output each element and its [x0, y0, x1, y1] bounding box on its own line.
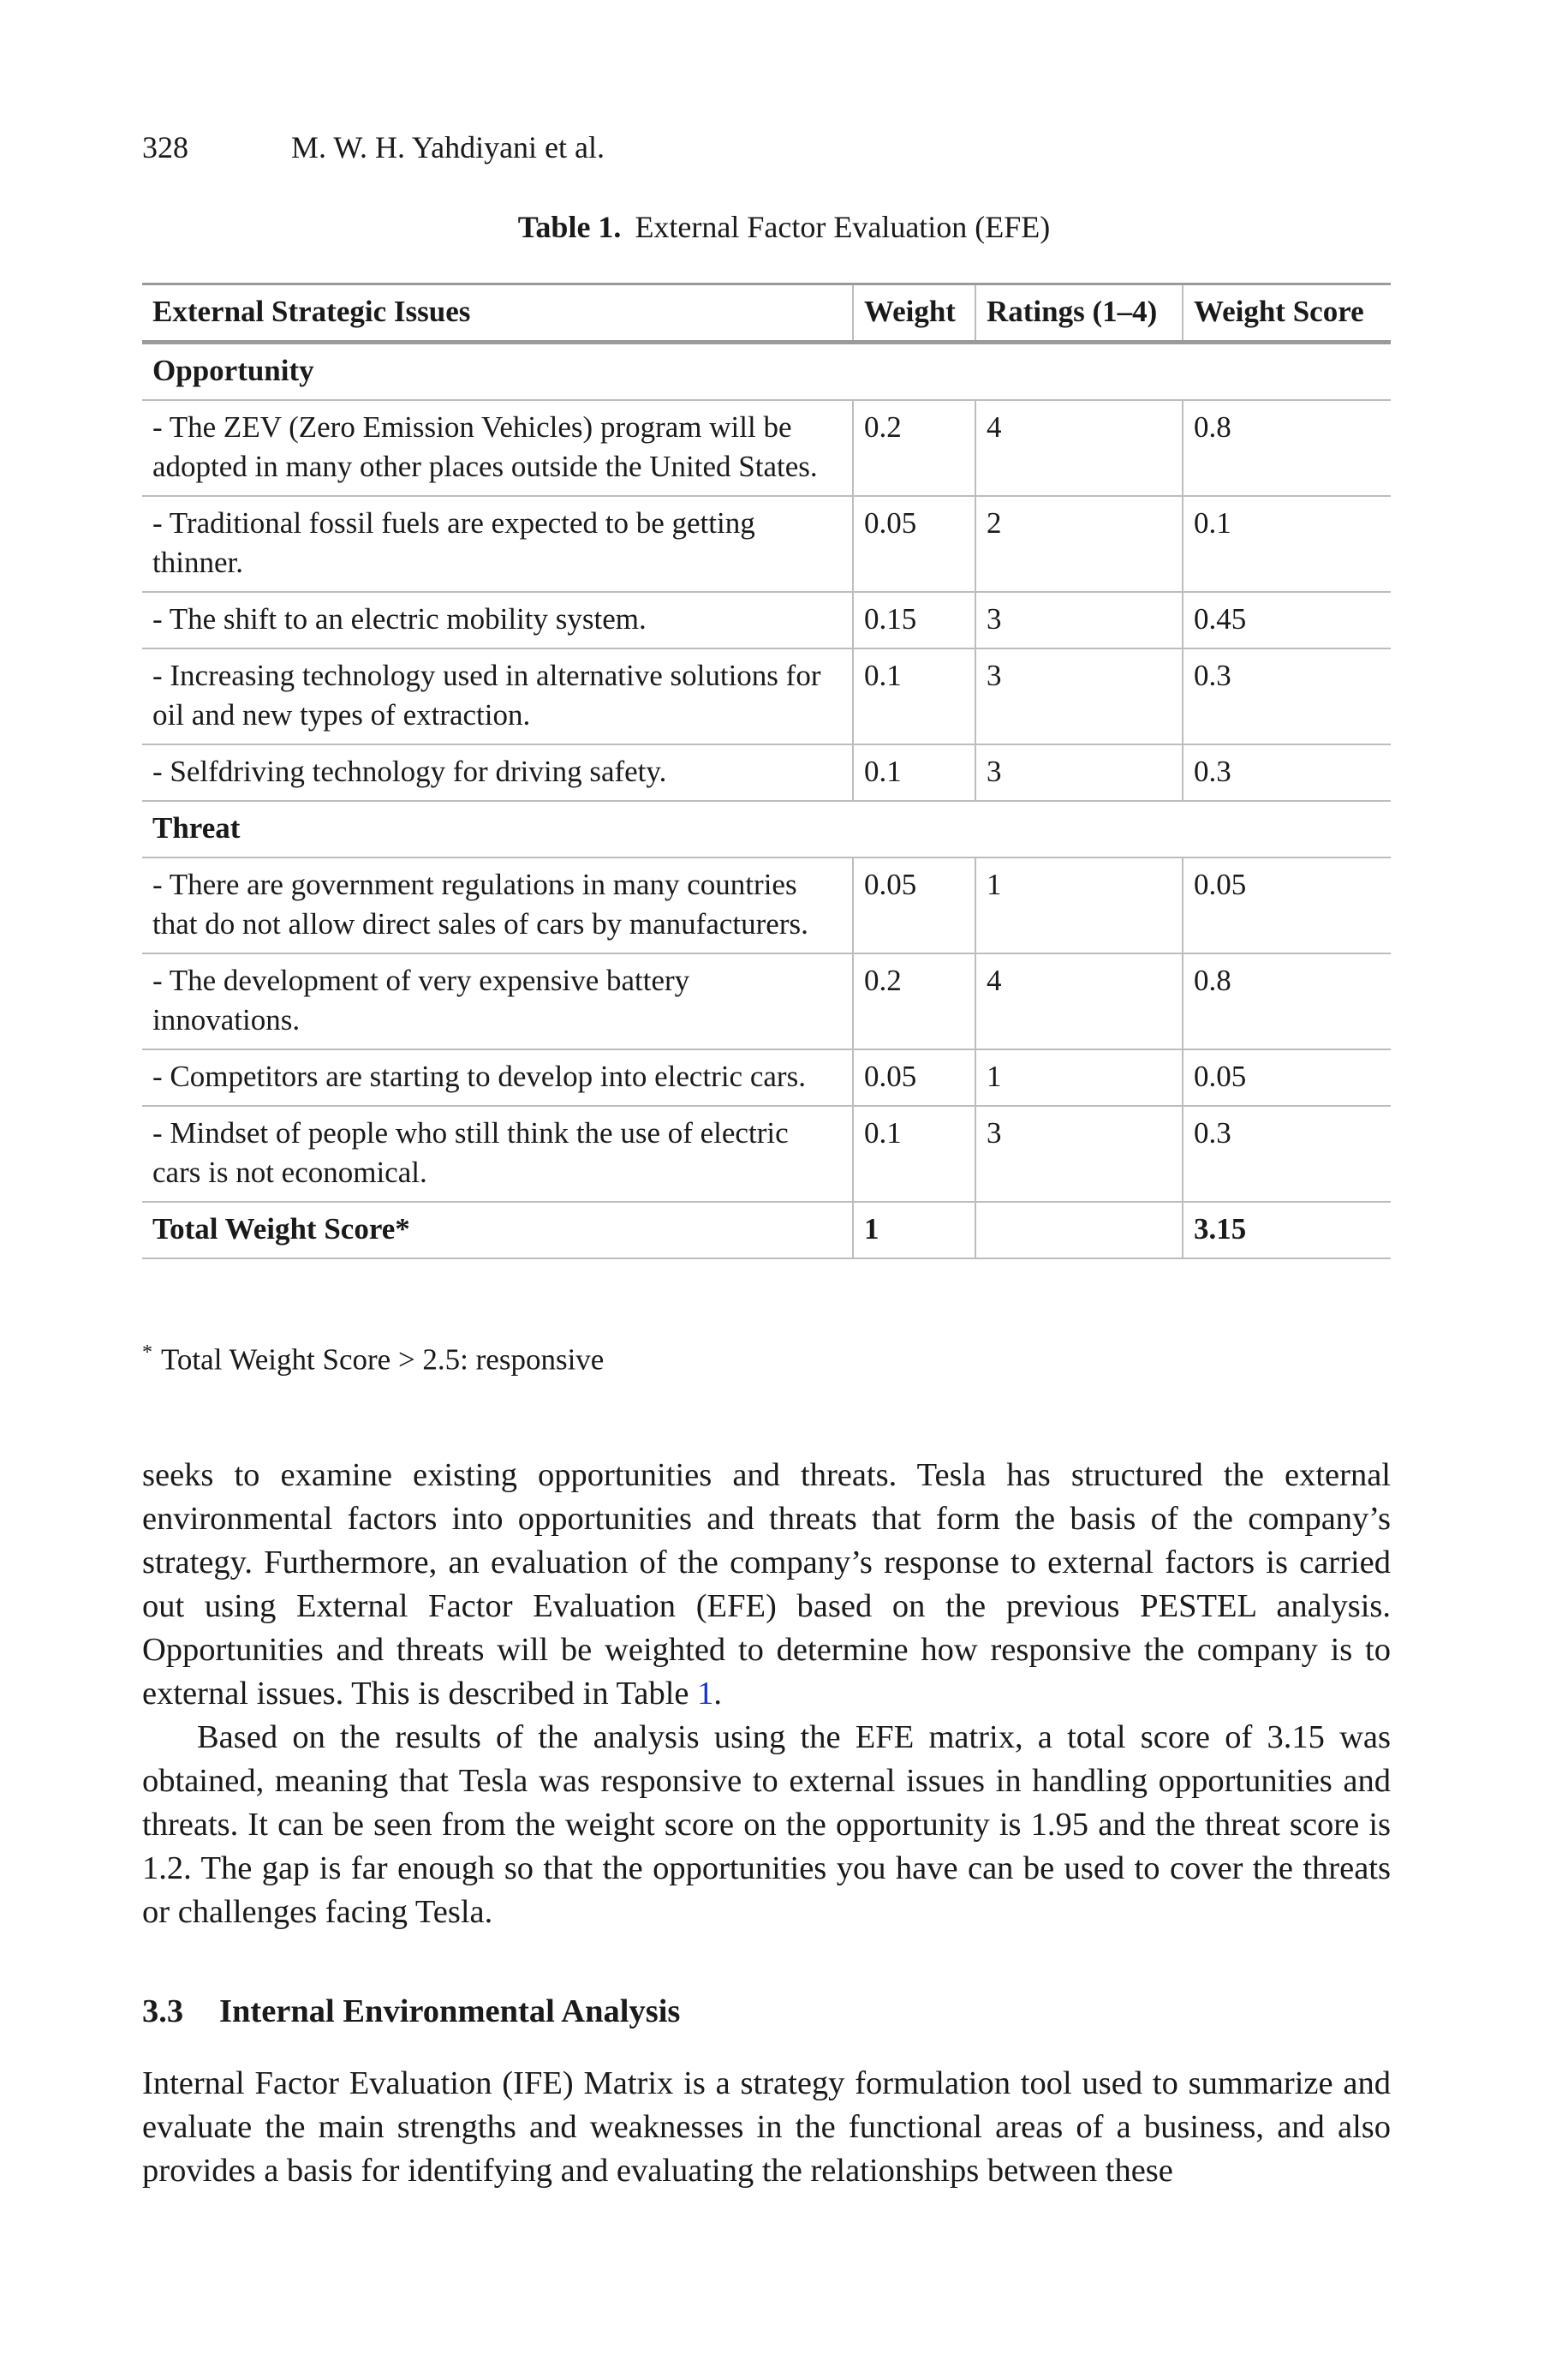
- weight-cell: 0.05: [853, 857, 975, 953]
- paragraph-text: Internal Factor Evaluation (IFE) Matrix is a strategy formulation tool used to summarize and evaluate the main strengths and weaknesses in the functional areas of a business, and also provides a basis for identifying and evaluating the relationships between these: [142, 2065, 1391, 2189]
- column-header-ratings: Ratings (1–4): [975, 284, 1183, 343]
- footnote-mark: *: [142, 1341, 152, 1364]
- table-header-row: [142, 284, 1391, 343]
- rating-cell: 1: [975, 1049, 1183, 1106]
- weight-cell: 0.05: [853, 1049, 975, 1106]
- issue-cell: - The ZEV (Zero Emission Vehicles) program will be adopted in many other places outside the United States.: [142, 400, 853, 496]
- table-row: [142, 1049, 1391, 1106]
- page-number: 328: [142, 130, 188, 164]
- rating-cell: 1: [975, 857, 1183, 953]
- issue-cell: - The shift to an electric mobility system.: [142, 592, 853, 648]
- section-title: Internal Environmental Analysis: [219, 1993, 681, 2029]
- weight-cell: 0.1: [853, 744, 975, 801]
- issue-cell: - Increasing technology used in alternative solutions for oil and new types of extraction.: [142, 648, 853, 744]
- section-row-opportunity: [142, 343, 1391, 401]
- table-row: [142, 857, 1391, 953]
- weight-cell: 0.1: [853, 648, 975, 744]
- score-cell: 0.05: [1183, 1049, 1391, 1106]
- rating-cell: 3: [975, 648, 1183, 744]
- score-cell: 0.8: [1183, 953, 1391, 1049]
- issue-cell: - Competitors are starting to develop into electric cars.: [142, 1049, 853, 1106]
- weight-cell: 0.1: [853, 1106, 975, 1202]
- section-heading: [142, 1990, 680, 2034]
- rating-cell: 2: [975, 496, 1183, 592]
- weight-cell: 0.05: [853, 496, 975, 592]
- score-cell: 0.1: [1183, 496, 1391, 592]
- table-row: [142, 744, 1391, 801]
- table-row: [142, 400, 1391, 496]
- table-footnote: [142, 1333, 604, 1380]
- section-number: 3.3: [142, 1993, 184, 2029]
- column-header-weight-score: Weight Score: [1183, 284, 1391, 343]
- rating-cell: 3: [975, 1106, 1183, 1202]
- efe-table: [142, 283, 1391, 1259]
- table-caption: [0, 208, 1568, 246]
- table-row: [142, 648, 1391, 744]
- weight-cell: 0.2: [853, 953, 975, 1049]
- column-header-weight: Weight: [853, 284, 975, 343]
- footnote-text: Total Weight Score > 2.5: responsive: [161, 1342, 605, 1377]
- table-caption-label: Table 1.: [517, 210, 622, 244]
- score-cell: 0.3: [1183, 648, 1391, 744]
- score-cell: 0.3: [1183, 1106, 1391, 1202]
- score-cell: 0.3: [1183, 744, 1391, 801]
- table-row: [142, 1106, 1391, 1202]
- total-row: [142, 1202, 1391, 1258]
- total-weight: 1: [853, 1202, 975, 1258]
- rating-cell: 3: [975, 592, 1183, 648]
- paragraph-text: seeks to examine existing opportunities and threats. Tesla has structured the external environmental factors into opportunities and threats that form the basis of the company’s strategy. Furthermore, an evaluation of the company’s response to external factors is carried out using External Factor Evaluation (EFE) based on the previous PESTEL analysis. Opportunities and threats will be weighted to determine how responsive the company is to external issues. This is described in Table: [142, 1457, 1391, 1712]
- table-row: [142, 496, 1391, 592]
- score-cell: 0.45: [1183, 592, 1391, 648]
- weight-cell: 0.2: [853, 400, 975, 496]
- running-header: [142, 128, 605, 166]
- table-row: [142, 953, 1391, 1049]
- body-paragraph-3: [142, 2062, 1391, 2193]
- column-header-issues: External Strategic Issues: [142, 284, 853, 343]
- total-score: 3.15: [1183, 1202, 1391, 1258]
- section-title: Opportunity: [142, 343, 1391, 401]
- body-paragraph-2: [142, 1716, 1391, 1934]
- table-row: [142, 592, 1391, 648]
- table-caption-title: External Factor Evaluation (EFE): [635, 210, 1051, 244]
- score-cell: 0.05: [1183, 857, 1391, 953]
- score-cell: 0.8: [1183, 400, 1391, 496]
- total-label: Total Weight Score*: [142, 1202, 853, 1258]
- paragraph-text: Based on the results of the analysis using the EFE matrix, a total score of 3.15 was obtained, meaning that Tesla was responsive to external issues in handling opportunities and threats. It can be seen from the weight score on the opportunity is 1.95 and the threat score is 1.2. The gap is far enough so that the opportunities you have can be used to cover the threats or challenges facing Tesla.: [142, 1719, 1391, 1930]
- paragraph-end: .: [713, 1676, 722, 1712]
- section-row-threat: [142, 801, 1391, 857]
- body-paragraph-1: [142, 1454, 1391, 1716]
- rating-cell: 4: [975, 953, 1183, 1049]
- section-title: Threat: [142, 801, 1391, 857]
- issue-cell: - Traditional fossil fuels are expected to be getting thinner.: [142, 496, 853, 592]
- issue-cell: - Mindset of people who still think the use of electric cars is not economical.: [142, 1106, 853, 1202]
- rating-cell: 3: [975, 744, 1183, 801]
- issue-cell: - Selfdriving technology for driving safety.: [142, 744, 853, 801]
- running-head-authors: M. W. H. Yahdiyani et al.: [291, 130, 605, 164]
- rating-cell: 4: [975, 400, 1183, 496]
- issue-cell: - There are government regulations in many countries that do not allow direct sales of cars by manufacturers.: [142, 857, 853, 953]
- weight-cell: 0.15: [853, 592, 975, 648]
- table-reference-link[interactable]: 1: [697, 1676, 714, 1712]
- total-rating: [975, 1202, 1183, 1258]
- issue-cell: - The development of very expensive battery innovations.: [142, 953, 853, 1049]
